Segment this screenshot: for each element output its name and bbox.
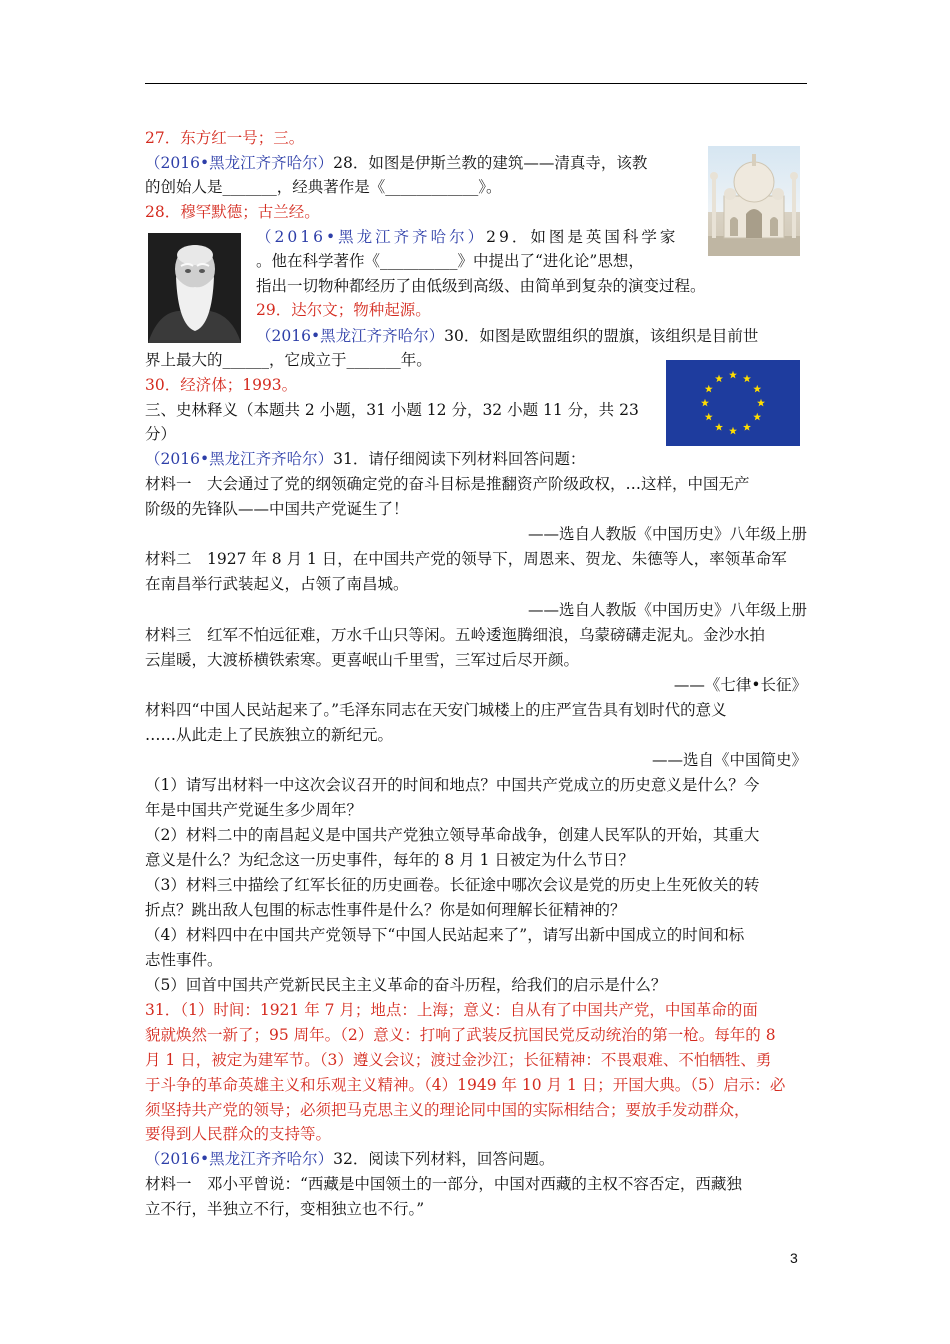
eu-star <box>715 375 723 383</box>
question-30-line1: （2016•黑龙江齐齐哈尔）30．如图是欧盟组织的盟旗，该组织是目前世 <box>256 327 759 345</box>
material-3-line1: 材料三 红军不怕远征难，万水千山只等闲。五岭逶迤腾细浪，乌蒙磅礴走泥丸。金沙水拍 <box>145 626 766 644</box>
eu-star <box>757 399 765 407</box>
sub-question-3-line2: 折点？跳出敌人包围的标志性事件是什么？你是如何理解长征精神的？ <box>145 901 626 919</box>
material-2-source: ——选自人教版《中国历史》八年级上册 <box>527 601 807 619</box>
material-1-source: ——选自人教版《中国历史》八年级上册 <box>527 525 807 543</box>
material-4-line2: ……从此走上了民族独立的新纪元。 <box>145 726 394 744</box>
eu-star <box>753 385 761 393</box>
material-1-line1: 材料一 大会通过了党的纲领确定党的奋斗目标是推翻资产阶级政权，…这样，中国无产 <box>145 475 750 493</box>
answer-28: 28．穆罕默德；古兰经。 <box>145 203 320 221</box>
answer-31-line6: 要得到人民群众的支持等。 <box>145 1125 332 1143</box>
sub-question-5: （5）回首中国共产党新民民主主义革命的奋斗历程，给我们的启示是什么？ <box>145 976 667 994</box>
eu-star <box>715 423 723 431</box>
eu-star <box>743 375 751 383</box>
question-29-line1: （2016•黑龙江齐齐哈尔）29．如图是英国科学家 <box>256 228 679 246</box>
answer-31-line2: 貌就焕然一新了；95 周年。（2）意义：打响了武装反抗国民党反动统治的第一枪。每年的 8 <box>145 1026 776 1044</box>
material-4-line1: 材料四“中国人民站起来了。”毛泽东同志在天安门城楼上的庄严宣告具有划时代的意义 <box>145 701 727 719</box>
material-2-line1: 材料二 1927 年 8 月 1 日，在中国共产党的领导下，周恩来、贺龙、朱德等人，率领革命军 <box>145 550 787 568</box>
material-4-source: ——选自《中国简史》 <box>651 751 807 769</box>
sub-question-2-line2: 意义是什么？为纪念这一历史事件，每年的 8 月 1 日被定为什么节日？ <box>145 851 634 869</box>
answer-31-line4: 于斗争的革命英雄主义和乐观主义精神。（4）1949 年 10 月 1 日；开国大典。（5）启示：必 <box>145 1076 786 1094</box>
answer-27: 27．东方红一号；三。 <box>145 129 305 147</box>
sub-question-4-line2: 志性事件。 <box>145 951 223 969</box>
mosque-photo <box>708 146 800 256</box>
sub-question-1-line2: 年是中国共产党诞生多少周年？ <box>145 801 363 819</box>
material-1-line2: 阶级的先锋队——中国共产党诞生了！ <box>145 500 409 518</box>
sub-question-4-line1: （4）材料四中在中国共产党领导下“中国人民站起来了”，请写出新中国成立的时间和标 <box>145 926 745 944</box>
source-tag: （2016•黑龙江齐齐哈尔） <box>145 450 334 468</box>
answer-30: 30．经济体；1993。 <box>145 376 298 394</box>
question-29-line3: 指出一切物种都经历了由低级到高级、由简单到复杂的演变过程。 <box>256 277 706 295</box>
page-number: 3 <box>790 1250 798 1266</box>
eu-flag <box>666 360 800 446</box>
section-3-heading-line2: 分） <box>145 425 177 443</box>
material-2-line2: 在南昌举行武装起义，占领了南昌城。 <box>145 575 409 593</box>
eu-star <box>701 399 709 407</box>
question-28-line1: （2016•黑龙江齐齐哈尔）28．如图是伊斯兰教的建筑——清真寺，该教 <box>145 154 648 172</box>
material-32-1-line1: 材料一 邓小平曾说：“西藏是中国领土的一部分，中国对西藏的主权不容否定，西藏独 <box>145 1175 742 1193</box>
source-tag: （2016•黑龙江齐齐哈尔） <box>256 327 445 345</box>
sub-question-1-line1: （1）请写出材料一中这次会议召开的时间和地点？中国共产党成立的历史意义是什么？今 <box>145 776 760 794</box>
sub-question-3-line1: （3）材料三中描绘了红军长征的历史画卷。长征途中哪次会议是党的历史上生死攸关的转 <box>145 876 760 894</box>
question-28-line2: 的创始人是_______，经典著作是《____________》。 <box>145 178 502 196</box>
eu-star <box>753 413 761 421</box>
material-32-1-line2: 立不行，半独立不行，变相独立也不行。” <box>145 1200 425 1218</box>
darwin-portrait <box>148 233 241 343</box>
source-tag: （2016•黑龙江齐齐哈尔） <box>145 154 334 172</box>
sub-question-2-line1: （2）材料二中的南昌起义是中国共产党独立领导革命战争，创建人民军队的开始，其重大 <box>145 826 760 844</box>
header-rule <box>145 83 807 84</box>
answer-31-line5: 须坚持共产党的领导；必须把马克思主义的理论同中国的实际相结合；要放手发动群众， <box>145 1101 750 1119</box>
material-3-source: ——《七律•长征》 <box>673 676 807 694</box>
answer-31-line1: 31．（1）时间：1921 年 7 月；地点：上海；意义：自从有了中国共产党，中国革命的面 <box>145 1001 758 1019</box>
eu-star <box>729 371 737 379</box>
section-3-heading-line1: 三、史林释义（本题共 2 小题，31 小题 12 分，32 小题 11 分，共 23 <box>145 401 639 419</box>
question-32-title: （2016•黑龙江齐齐哈尔）32．阅读下列材料，回答问题。 <box>145 1150 555 1168</box>
eu-star <box>705 413 713 421</box>
question-31-title: （2016•黑龙江齐齐哈尔）31．请仔细阅读下列材料回答问题： <box>145 450 586 468</box>
question-29-line2: 。他在科学著作《__________》中提出了“进化论”思想， <box>256 252 644 270</box>
question-30-line2: 界上最大的______，它成立于_______年。 <box>145 351 432 369</box>
answer-29: 29．达尔文；物种起源。 <box>256 301 431 319</box>
material-3-line2: 云崖暖，大渡桥横铁索寒。更喜岷山千里雪，三军过后尽开颜。 <box>145 651 580 669</box>
source-tag: （2016•黑龙江齐齐哈尔） <box>145 1150 334 1168</box>
answer-31-line3: 月 1 日，被定为建军节。（3）遵义会议；渡过金沙江；长征精神：不畏艰难、不怕牺牲、勇 <box>145 1051 772 1069</box>
eu-star <box>729 427 737 435</box>
eu-star <box>743 423 751 431</box>
eu-star <box>705 385 713 393</box>
source-tag: （2016•黑龙江齐齐哈尔） <box>256 228 487 246</box>
